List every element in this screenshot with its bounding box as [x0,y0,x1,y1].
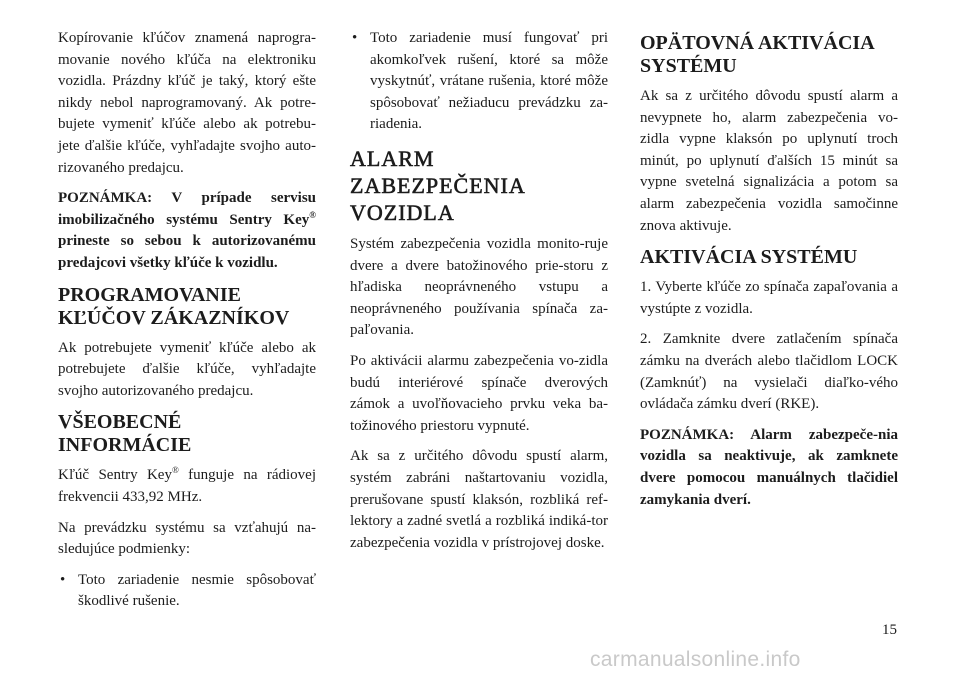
sentry-key-service-note [58,188,316,274]
frequency-text-end: funguje na rádiovej frekvencii 433,92 MHz. [58,467,316,505]
frequency-text-start: Kľúč Sentry Key [58,467,172,484]
conditions-list-continued [350,28,608,136]
key-programming-paragraph: Ak potrebujete vymeniť kľúče alebo ak potrebujete ďalšie kľúče, vyhľadajte svojho autorizovaného predajcu. [58,339,316,399]
reactivation-paragraph: Ak sa z určitého dôvodu spustí alarm a nevypnete ho, alarm zabezpečenia vo-zidla vypne klaksón po uplynutí troch minút, po uplynutí ďalších 15 minút sa vypne svetelná signalizácia a potom sa alarm zabezpečenia vozidla samočinne znova aktivuje. [640,88,898,234]
column-left [58,28,316,622]
column-right [640,28,898,520]
heading-system-reactivation: OPÄTOVNÁ AKTIVÁCIA SYSTÉMU [640,32,874,77]
list-item: • Toto zariadenie nesmie spôsobovať škodlivé rušenie. [58,570,316,613]
heading-customer-key-programming: PROGRAMOVANIE KĽÚČOV ZÁKAZNÍKOV [58,283,290,329]
alarm-paragraph-3: Ak sa z určitého dôvodu spustí alarm, systém zabráni naštartovaniu vozidla, prerušovane spustí klaksón, rozbliká ref-lektory a zadné svetlá a rozbliká indiká-tor zabezpečenia vozidla v prístrojovej doske. [350,448,608,551]
alarm-paragraph-1: Systém zabezpečenia vozidla monito-ruje dvere a dvere batožinového prie-storu z hľadiska neoprávneného vstupu a neoprávneného používania spínača za-paľovania. [350,235,608,339]
note-text-start: POZNÁMKA: V prípade servisu imobilizačného systému Sentry Key [58,190,316,228]
activation-step-2: 2. Zamknite dvere zatlačením spínača zámku na dverách alebo tlačidlom LOCK (Zamknúť) na vysielači diaľko-vého ovládača zámku dverí (RKE). [640,331,898,413]
registered-mark: ® [171,465,179,476]
activation-step-1: 1. Vyberte kľúče zo spínača zapaľovania a vystúpte z vozidla. [640,279,898,317]
heading-general-information: VŠEOBECNÉ INFORMÁCIE [58,411,192,457]
heading-system-activation: AKTIVÁCIA SYSTÉMU [640,246,858,269]
watermark: carmanualsonline.info [590,648,801,671]
key-copying-paragraph: Kopírovanie kľúčov znamená naprogra-movanie nového kľúča na elektroniku vozidla. Prázdny kľúč je taký, ktorý ešte nikdy nebol naprogramovaný. Ak potre-bujete vymeniť kľúče alebo ak potrebu-jete ďalšie kľúče, vyhľadajte svojho auto-rizovaného predajcu. [58,30,316,176]
page-number: 15 [882,622,897,638]
note-text-end: prineste so sebou k autorizovanému predajcovi všetky kľúče k vozidlu. [58,233,316,271]
heading-vehicle-security-alarm: ALARM ZABEZPEČENIA VOZIDLA [350,145,525,225]
frequency-paragraph [58,465,316,508]
list-item: • Toto zariadenie musí fungovať pri akomkoľvek rušení, ktoré sa môže vyskytnúť, vrátane rušenia, ktoré môže spôsobovať nežiaducu prevádzku za-riadenia. [350,28,608,136]
registered-mark: ® [309,209,316,220]
column-middle [350,28,608,563]
conditions-list [58,570,316,613]
alarm-paragraph-2: Po aktivácii alarmu zabezpečenia vo-zidla budú interiérové spínače dverových zámok a uvoľňovacieho prvku veka ba-tožinového priestoru vypnuté. [350,352,608,434]
manual-lock-note: POZNÁMKA: Alarm zabezpeče-nia vozidla sa neaktivuje, ak zamknete dvere pomocou manuálnych tlačidiel zamykania dverí. [640,426,898,508]
conditions-paragraph: Na prevádzku systému sa vzťahujú na-sledujúce podmienky: [58,519,316,558]
